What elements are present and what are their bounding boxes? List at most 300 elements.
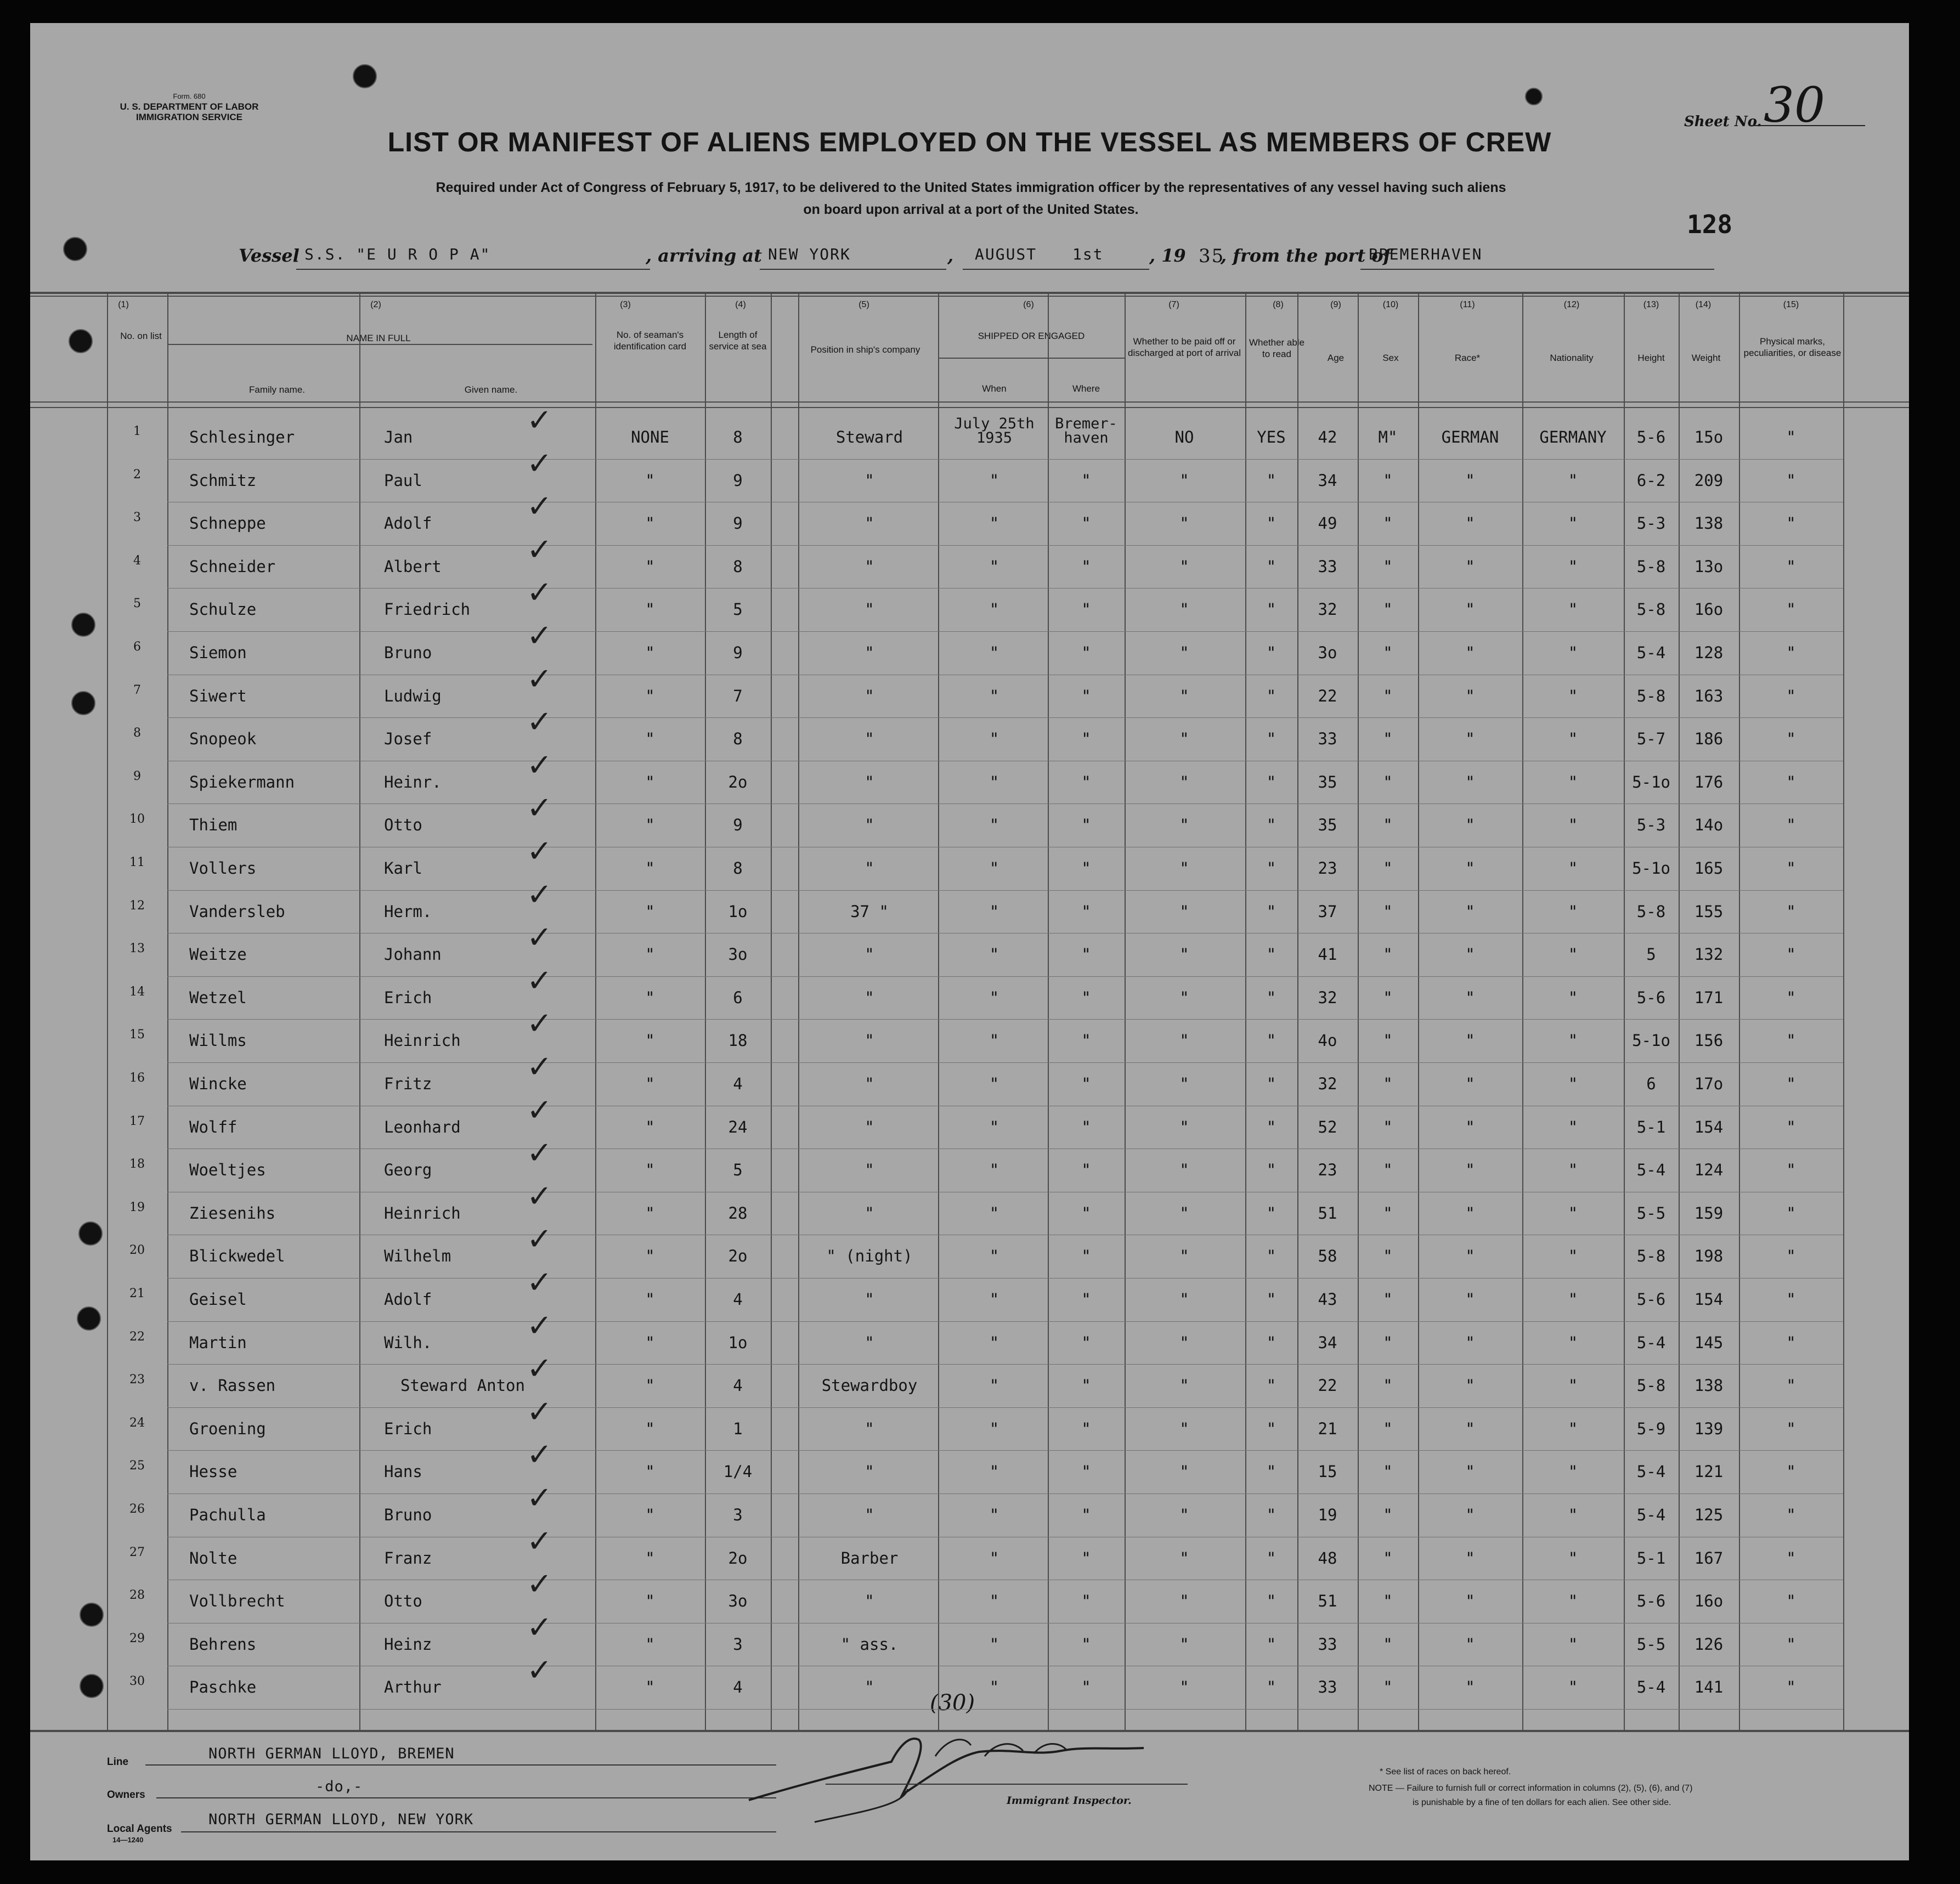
cell-family-name: Siwert [189, 686, 247, 705]
cell-able-to-read: " [1266, 1161, 1276, 1180]
cell-shipped-where: " [1081, 1247, 1091, 1266]
cell-race: " [1465, 643, 1475, 662]
cell-weight: 17o [1694, 1074, 1724, 1093]
cell-sex: " [1383, 471, 1393, 490]
cell-row-number: 11 [129, 856, 145, 869]
cell-able-to-read: " [1266, 859, 1276, 878]
cell-height: 5-6 [1636, 428, 1666, 446]
cell-weight: 16o [1694, 1592, 1724, 1611]
cell-shipped-where: " [1081, 1548, 1091, 1568]
cell-age: 42 [1318, 428, 1337, 446]
cell-given-name: Albert [384, 557, 442, 576]
row-rule [167, 1493, 1843, 1494]
cell-seaman-card: " [645, 557, 655, 576]
cell-sex: " [1383, 600, 1393, 619]
cell-age: 43 [1318, 1290, 1337, 1309]
cell-seaman-card: " [645, 1634, 655, 1654]
cell-family-name: Vandersleb [189, 902, 285, 921]
cell-able-to-read: " [1266, 1203, 1276, 1223]
cell-ship-position: " [865, 1462, 874, 1481]
cell-row-number: 2 [133, 467, 141, 482]
cell-age: 34 [1318, 471, 1337, 490]
cell-given-name: Jan [384, 428, 413, 446]
header-age: Age [1327, 353, 1345, 363]
cell-seaman-card: " [645, 1592, 655, 1611]
cell-height: 5-4 [1636, 1678, 1666, 1697]
arriving-port: NEW YORK [768, 245, 851, 263]
cell-age: 34 [1318, 1333, 1337, 1352]
check-mark-icon: ✓ [527, 876, 552, 913]
cell-shipped-where: " [1081, 1634, 1091, 1654]
cell-shipped-where: " [1081, 816, 1091, 835]
cell-shipped-when: " [989, 643, 999, 662]
cell-shipped-when: " [989, 945, 999, 964]
cell-family-name: Groening [189, 1419, 266, 1438]
cell-seaman-card: " [645, 1117, 655, 1136]
cell-paid-off: " [1179, 1419, 1189, 1438]
cell-height: 5-8 [1636, 557, 1666, 576]
cell-shipped-when: " [989, 600, 999, 619]
cell-service-length: 2o [728, 1247, 748, 1266]
check-mark-icon: ✓ [527, 531, 552, 568]
cell-seaman-card: NONE [631, 428, 669, 446]
cell-height: 5-5 [1636, 1203, 1666, 1223]
cell-height: 6 [1646, 1074, 1656, 1093]
cell-row-number: 18 [129, 1157, 145, 1172]
penalty-note-line-2: is punishable by a fine of ten dollars for each alien. See other side. [1413, 1798, 1671, 1807]
cell-paid-off: NO [1174, 428, 1194, 446]
check-mark-icon: ✓ [527, 489, 552, 525]
cell-seaman-card: " [645, 643, 655, 662]
cell-height: 5-6 [1636, 1290, 1666, 1309]
cell-given-name: Fritz [384, 1074, 432, 1093]
cell-paid-off: " [1179, 1462, 1189, 1481]
cell-sex: " [1383, 859, 1393, 878]
cell-weight: 13o [1694, 557, 1724, 576]
cell-row-number: 19 [129, 1200, 145, 1214]
cell-given-name: Ludwig [384, 686, 442, 705]
cell-sex: " [1383, 1462, 1393, 1481]
cell-race: " [1465, 859, 1475, 878]
cell-seaman-card: " [645, 600, 655, 619]
cell-family-name: Blickwedel [189, 1247, 285, 1266]
cell-shipped-when: " [989, 1117, 999, 1136]
cell-sex: " [1383, 1634, 1393, 1654]
cell-weight: 125 [1694, 1506, 1724, 1524]
cell-paid-off: " [1179, 1376, 1189, 1395]
cell-service-length: 1o [728, 902, 748, 921]
cell-able-to-read: " [1266, 643, 1276, 662]
cell-able-to-read: " [1266, 945, 1276, 964]
cell-height: 5-8 [1636, 686, 1666, 705]
cell-service-length: 9 [733, 514, 743, 533]
cell-sex: " [1383, 816, 1393, 835]
cell-sex: " [1383, 1592, 1393, 1611]
cell-race: " [1465, 1247, 1475, 1266]
cell-age: 49 [1318, 514, 1337, 533]
row-rule [167, 976, 1843, 977]
cell-paid-off: " [1179, 686, 1189, 705]
cell-given-name: Johann [384, 945, 442, 964]
cell-ship-position: Barber [840, 1548, 899, 1568]
check-mark-icon: ✓ [527, 1351, 552, 1387]
year-suffix: 35 [1199, 245, 1225, 267]
cell-paid-off: " [1179, 1203, 1189, 1223]
cell-race: GERMAN [1441, 428, 1499, 446]
from-port: BREMERHAVEN [1369, 245, 1483, 263]
cell-weight: 209 [1694, 471, 1724, 490]
cell-age: 23 [1318, 1161, 1337, 1180]
cell-height: 5-1o [1632, 859, 1670, 878]
cell-age: 41 [1318, 945, 1337, 964]
cell-age: 35 [1318, 816, 1337, 835]
cell-ship-position: " [865, 1117, 874, 1136]
header-when: When [982, 383, 1007, 394]
table-bottom-rule [30, 1730, 1909, 1732]
cell-race: " [1465, 1678, 1475, 1697]
cell-height: 5-1o [1632, 1031, 1670, 1050]
cell-able-to-read: " [1266, 1333, 1276, 1352]
cell-family-name: Schmitz [189, 471, 257, 490]
cell-age: 37 [1318, 902, 1337, 921]
cell-service-length: 1/4 [723, 1462, 753, 1481]
cell-nationality: GERMANY [1539, 428, 1607, 446]
check-mark-icon: ✓ [527, 963, 552, 999]
cell-nationality: " [1568, 686, 1578, 705]
cell-seaman-card: " [645, 1333, 655, 1352]
cell-shipped-when: " [989, 1634, 999, 1654]
cell-able-to-read: " [1266, 772, 1276, 791]
cell-paid-off: " [1179, 1634, 1189, 1654]
check-mark-icon: ✓ [527, 790, 552, 827]
cell-weight: 154 [1694, 1117, 1724, 1136]
cell-height: 5-3 [1636, 514, 1666, 533]
name-subheader-rule [167, 344, 592, 345]
cell-shipped-when: " [989, 1548, 999, 1568]
cell-age: 32 [1318, 988, 1337, 1007]
cell-shipped-when: " [989, 1462, 999, 1481]
cell-service-length: 8 [733, 428, 743, 446]
cell-ship-position: " [865, 816, 874, 835]
cell-family-name: Schlesinger [189, 428, 295, 446]
cell-physical-marks: " [1786, 1376, 1796, 1395]
cell-given-name: Wilh. [384, 1333, 432, 1352]
table-top-rule [30, 292, 1909, 294]
cell-race: " [1465, 514, 1475, 533]
cell-service-length: 7 [733, 686, 743, 705]
cell-physical-marks: " [1786, 1117, 1796, 1136]
cell-seaman-card: " [645, 686, 655, 705]
cell-nationality: " [1568, 772, 1578, 791]
cell-able-to-read: " [1266, 1074, 1276, 1093]
cell-weight: 139 [1694, 1419, 1724, 1438]
cell-family-name: Wetzel [189, 988, 247, 1007]
cell-race: " [1465, 471, 1475, 490]
cell-weight: 14o [1694, 816, 1724, 835]
cell-able-to-read: " [1266, 1678, 1276, 1697]
cell-race: " [1465, 1290, 1475, 1309]
cell-paid-off: " [1179, 945, 1189, 964]
row-rule [167, 545, 1843, 546]
vessel-name: S.S. "E U R O P A" [304, 245, 491, 263]
header-nationality: Nationality [1550, 353, 1594, 363]
cell-nationality: " [1568, 816, 1578, 835]
cell-row-number: 30 [129, 1674, 145, 1689]
inspector-underline [826, 1784, 1188, 1785]
cell-service-length: 8 [733, 557, 743, 576]
row-rule [167, 631, 1843, 632]
check-mark-icon: ✓ [527, 1221, 552, 1258]
cell-family-name: Spiekermann [189, 772, 295, 791]
cell-sex: " [1383, 1290, 1393, 1309]
cell-service-length: 1o [728, 1333, 748, 1352]
inspector-label: Immigrant Inspector. [1007, 1795, 1132, 1807]
header-position: Position in ship's company [810, 344, 920, 355]
cell-nationality: " [1568, 1074, 1578, 1093]
check-mark-icon: ✓ [527, 1437, 552, 1473]
cell-able-to-read: " [1266, 600, 1276, 619]
colnum-9: (9) [1330, 300, 1341, 309]
cell-shipped-where: " [1081, 557, 1091, 576]
cell-shipped-where: " [1081, 988, 1091, 1007]
cell-weight: 155 [1694, 902, 1724, 921]
cell-weight: 15o [1694, 428, 1724, 446]
cell-row-number: 7 [133, 683, 141, 697]
cell-nationality: " [1568, 514, 1578, 533]
cell-sex: " [1383, 1419, 1393, 1438]
cell-shipped-when: " [989, 772, 999, 791]
cell-sex: " [1383, 643, 1393, 662]
header-weight: Weight [1691, 353, 1721, 363]
cell-shipped-where: " [1081, 643, 1091, 662]
cell-row-number: 4 [133, 553, 141, 568]
cell-height: 5-4 [1636, 1333, 1666, 1352]
cell-weight: 171 [1694, 988, 1724, 1007]
cell-row-number: 17 [129, 1114, 145, 1128]
cell-ship-position: " [865, 1419, 874, 1438]
cell-service-length: 4 [733, 1376, 743, 1395]
cell-service-length: 6 [733, 988, 743, 1007]
cell-race: " [1465, 1074, 1475, 1093]
cell-ship-position: " [865, 729, 874, 749]
cell-shipped-where: " [1081, 1462, 1091, 1481]
row-rule [167, 717, 1843, 718]
cell-able-to-read: " [1266, 1506, 1276, 1524]
cell-shipped-when: " [989, 1074, 999, 1093]
cell-service-length: 4 [733, 1678, 743, 1697]
cell-shipped-when: " [989, 1376, 999, 1395]
cell-race: " [1465, 686, 1475, 705]
cell-able-to-read: " [1266, 471, 1276, 490]
cell-service-length: 4 [733, 1074, 743, 1093]
cell-ship-position: " [865, 1290, 874, 1309]
cell-paid-off: " [1179, 1333, 1189, 1352]
cell-service-length: 9 [733, 816, 743, 835]
cell-age: 22 [1318, 1376, 1337, 1395]
cell-nationality: " [1568, 600, 1578, 619]
cell-nationality: " [1568, 1678, 1578, 1697]
cell-weight: 167 [1694, 1548, 1724, 1568]
cell-nationality: " [1568, 1592, 1578, 1611]
cell-nationality: " [1568, 471, 1578, 490]
colnum-6: (6) [1023, 300, 1034, 309]
cell-row-number: 20 [129, 1243, 145, 1258]
cell-shipped-where: Bremer-haven [1055, 415, 1117, 446]
cell-row-number: 8 [133, 726, 141, 740]
cell-ship-position: 37 " [850, 902, 889, 921]
owners-value: -do,- [315, 1778, 363, 1795]
cell-family-name: Wincke [189, 1074, 247, 1093]
row-rule [167, 1407, 1843, 1408]
colnum-5: (5) [858, 300, 869, 309]
cell-service-length: 8 [733, 859, 743, 878]
cell-nationality: " [1568, 1161, 1578, 1180]
header-no-on-list: No. on list [120, 331, 162, 341]
cell-shipped-where: " [1081, 1506, 1091, 1524]
cell-service-length: 5 [733, 1161, 743, 1180]
arriving-label: , arriving at [646, 245, 762, 266]
cell-race: " [1465, 1506, 1475, 1524]
cell-row-number: 3 [133, 511, 141, 525]
cell-given-name: Heinrich [384, 1031, 461, 1050]
row-rule [167, 1148, 1843, 1149]
cell-nationality: " [1568, 729, 1578, 749]
cell-shipped-where: " [1081, 1678, 1091, 1697]
cell-shipped-when: " [989, 1161, 999, 1180]
row-rule [167, 1019, 1843, 1020]
cell-shipped-where: " [1081, 1203, 1091, 1223]
cell-race: " [1465, 1419, 1475, 1438]
cell-height: 5-8 [1636, 1376, 1666, 1395]
cell-ship-position: Stewardboy [821, 1376, 918, 1395]
cell-shipped-when: " [989, 1419, 999, 1438]
cell-given-name: Leonhard [384, 1117, 461, 1136]
cell-row-number: 29 [129, 1631, 145, 1645]
cell-age: 22 [1318, 686, 1337, 705]
cell-ship-position: " [865, 643, 874, 662]
cell-age: 4o [1318, 1031, 1337, 1050]
cell-seaman-card: " [645, 1462, 655, 1481]
cell-sex: " [1383, 729, 1393, 749]
cell-shipped-when: " [989, 859, 999, 878]
cell-given-name: Paul [384, 471, 422, 490]
column-rule [1843, 292, 1844, 1730]
cell-shipped-where: " [1081, 902, 1091, 921]
sheet-number-value: 30 [1764, 77, 1825, 133]
cell-height: 5 [1646, 945, 1656, 964]
department-name: U. S. DEPARTMENT OF LABOR [120, 101, 259, 112]
cell-seaman-card: " [645, 471, 655, 490]
header-seaman-card: No. of seaman's identification card [613, 330, 687, 352]
cell-paid-off: " [1179, 859, 1189, 878]
cell-given-name: Franz [384, 1548, 432, 1568]
cell-row-number: 16 [129, 1071, 145, 1085]
cell-ship-position: " [865, 1592, 874, 1611]
cell-family-name: Pachulla [189, 1506, 266, 1524]
cell-shipped-where: " [1081, 686, 1091, 705]
cell-physical-marks: " [1786, 1678, 1796, 1697]
cell-race: " [1465, 1634, 1475, 1654]
cell-ship-position: " [865, 945, 874, 964]
cell-seaman-card: " [645, 772, 655, 791]
cell-given-name: Karl [384, 859, 422, 878]
cell-given-name: Steward Anton [400, 1376, 525, 1395]
cell-family-name: Ziesenihs [189, 1203, 276, 1223]
column-rule [595, 292, 596, 1730]
check-mark-icon: ✓ [527, 1480, 552, 1516]
cell-shipped-where: " [1081, 1333, 1091, 1352]
cell-weight: 156 [1694, 1031, 1724, 1050]
check-mark-icon: ✓ [527, 1394, 552, 1430]
cell-physical-marks: " [1786, 1462, 1796, 1481]
colnum-8: (8) [1273, 300, 1284, 309]
cell-seaman-card: " [645, 1376, 655, 1395]
cell-given-name: Otto [384, 1592, 422, 1611]
cell-able-to-read: " [1266, 1592, 1276, 1611]
cell-row-number: 25 [129, 1459, 145, 1473]
cell-service-length: 2o [728, 1548, 748, 1568]
cell-seaman-card: " [645, 1161, 655, 1180]
cell-shipped-when: " [989, 1247, 999, 1266]
cell-height: 5-4 [1636, 643, 1666, 662]
cell-ship-position: " [865, 1074, 874, 1093]
cell-weight: 16o [1694, 600, 1724, 619]
cell-seaman-card: " [645, 902, 655, 921]
cell-shipped-when: " [989, 988, 999, 1007]
cell-seaman-card: " [645, 1203, 655, 1223]
cell-physical-marks: " [1786, 772, 1796, 791]
cell-paid-off: " [1179, 988, 1189, 1007]
cell-row-number: 23 [129, 1373, 145, 1387]
cell-family-name: Vollbrecht [189, 1592, 285, 1611]
cell-nationality: " [1568, 1117, 1578, 1136]
cell-able-to-read: " [1266, 1290, 1276, 1309]
cell-paid-off: " [1179, 1592, 1189, 1611]
form-code: 14—1240 [112, 1836, 144, 1844]
row-rule [167, 459, 1843, 460]
cell-physical-marks: " [1786, 643, 1796, 662]
cell-family-name: Willms [189, 1031, 247, 1050]
cell-able-to-read: " [1266, 1031, 1276, 1050]
cell-ship-position: " (night) [826, 1247, 913, 1266]
cell-sex: " [1383, 1074, 1393, 1093]
check-mark-icon: ✓ [527, 834, 552, 869]
cell-ship-position: " [865, 1031, 874, 1050]
cell-physical-marks: " [1786, 1333, 1796, 1352]
form-number: Form. 680 [173, 92, 206, 100]
cell-paid-off: " [1179, 772, 1189, 791]
cell-given-name: Hans [384, 1462, 422, 1481]
cell-height: 5-6 [1636, 1592, 1666, 1611]
row-rule [167, 1321, 1843, 1322]
row-rule [167, 1364, 1843, 1365]
cell-sex: " [1383, 1031, 1393, 1050]
cell-shipped-when: July 25th 1935 [954, 415, 1035, 446]
cell-given-name: Heinr. [384, 772, 442, 791]
cell-shipped-where: " [1081, 945, 1091, 964]
cell-shipped-where: " [1081, 772, 1091, 791]
punch-hole [80, 1603, 104, 1627]
cell-service-length: 3o [728, 945, 748, 964]
cell-family-name: Woeltjes [189, 1161, 266, 1180]
cell-able-to-read: " [1266, 1117, 1276, 1136]
document-title: LIST OR MANIFEST OF ALIENS EMPLOYED ON THE VESSEL AS MEMBERS OF CREW [387, 127, 1552, 157]
cell-weight: 159 [1694, 1203, 1724, 1223]
header-length-service: Length of service at sea [709, 330, 767, 352]
header-height: Height [1637, 353, 1665, 363]
cell-given-name: Bruno [384, 643, 432, 662]
subtitle-line-2: on board upon arrival at a port of the United States. [803, 202, 1139, 217]
